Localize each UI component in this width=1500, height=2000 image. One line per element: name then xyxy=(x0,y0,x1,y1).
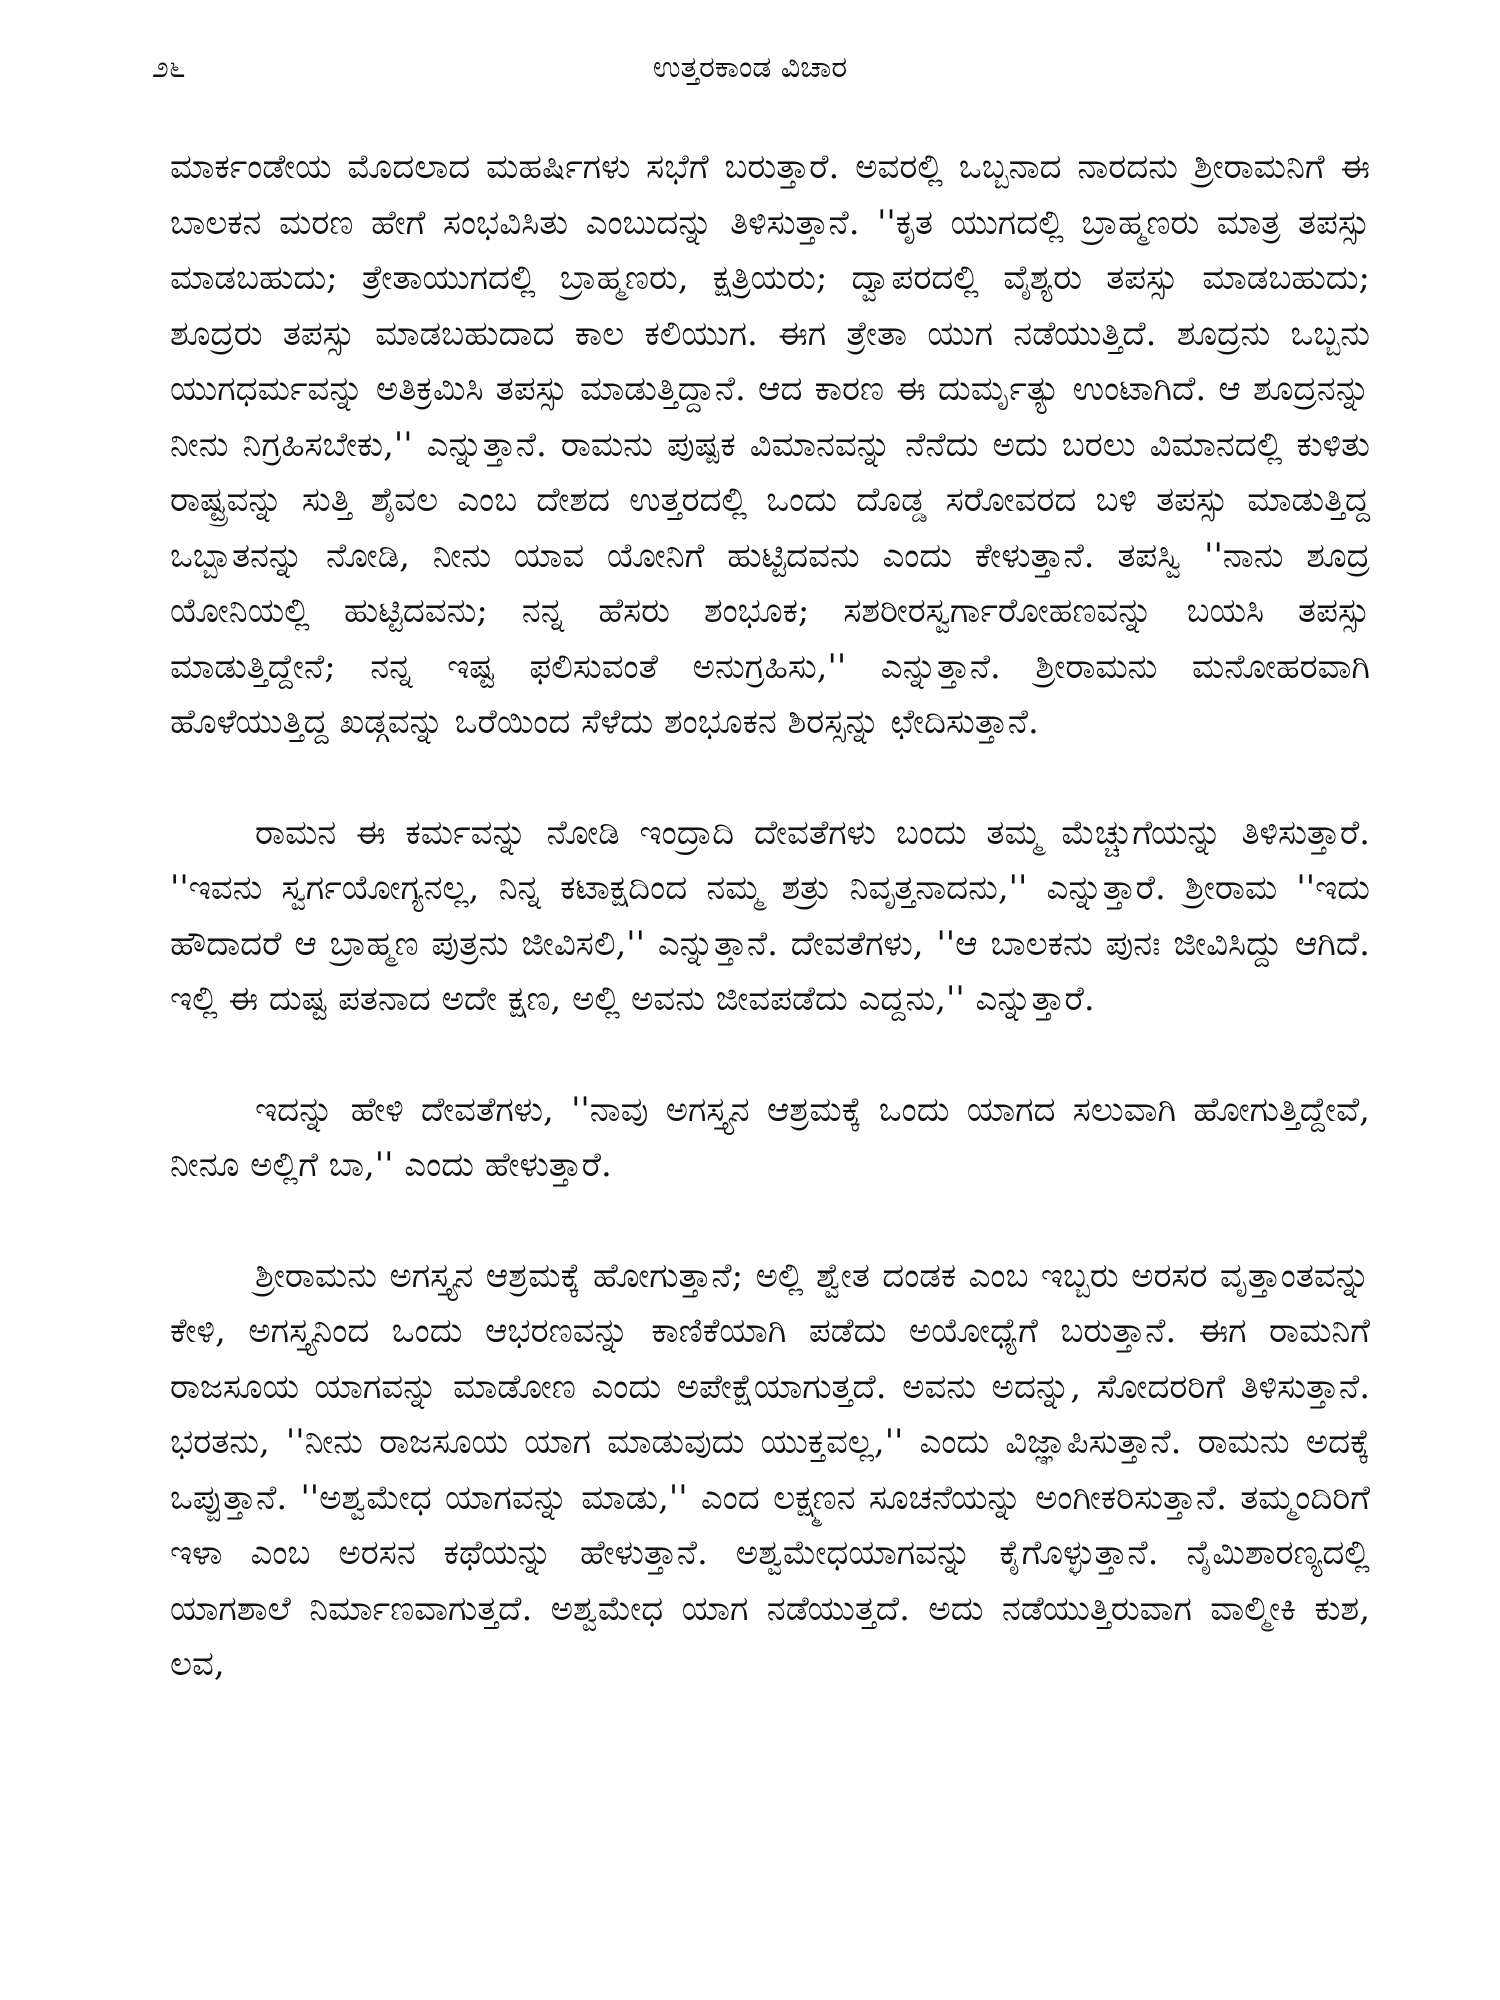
paragraph: ಇದನ್ನು ಹೇಳಿ ದೇವತೆಗಳು, ''ನಾವು ಅಗಸ್ತ್ಯನ ಆಶ್ರಮಕ್ಕೆ ಒಂದು ಯಾಗದ ಸಲುವಾಗಿ ಹೋಗುತ್ತಿದ್ದೇವೆ, ನೀನೂ ಅಲ್ಲಿಗೆ ಬಾ,'' ಎಂದು ಹೇಳುತ್ತಾರೆ. xyxy=(170,1089,1370,1185)
paragraph: ಶ್ರೀರಾಮನು ಅಗಸ್ತ್ಯನ ಆಶ್ರಮಕ್ಕೆ ಹೋಗುತ್ತಾನೆ; ಅಲ್ಲಿ ಶ್ವೇತ ದಂಡಕ ಎಂಬ ಇಬ್ಬರು ಅರಸರ ವೃತ್ತಾಂತವನ್ನು ಕೇಳಿ, ಅಗಸ್ತ್ಯನಿಂದ ಒಂದು ಆಭರಣವನ್ನು ಕಾಣಿಕೆಯಾಗಿ ಪಡೆದು ಅಯೋಧ್ಯೆಗೆ ಬರುತ್ತಾನೆ. ಈಗ ರಾಮನಿಗೆ ರಾಜಸೂಯ ಯಾಗವನ್ನು ಮಾಡೋಣ ಎಂದು ಅಪೇಕ್ಷೆಯಾಗುತ್ತದೆ. ಅವನು ಅದನ್ನು, ಸೋದರರಿಗೆ ತಿಳಿಸುತ್ತಾನೆ. ಭರತನು, ''ನೀನು ರಾಜಸೂಯ ಯಾಗ ಮಾಡುವುದು ಯುಕ್ತವಲ್ಲ,'' ಎಂದು ವಿಜ್ಞಾಪಿಸುತ್ತಾನೆ. ರಾಮನು ಅದಕ್ಕೆ ಒಪ್ಪುತ್ತಾನೆ. ''ಅಶ್ವಮೇಧ ಯಾಗವನ್ನು ಮಾಡು,'' ಎಂದ ಲಕ್ಷ್ಮಣನ ಸೂಚನೆಯನ್ನು ಅಂಗೀಕರಿಸುತ್ತಾನೆ. ತಮ್ಮಂದಿರಿಗೆ ಇಳಾ ಎಂಬ ಅರಸನ ಕಥೆಯನ್ನು ಹೇಳುತ್ತಾನೆ. ಅಶ್ವಮೇಧಯಾಗವನ್ನು ಕೈಗೊಳ್ಳುತ್ತಾನೆ. ನೈಮಿಶಾರಣ್ಯದಲ್ಲಿ ಯಾಗಶಾಲೆ ನಿರ್ಮಾಣವಾಗುತ್ತದೆ. ಅಶ್ವಮೇಧ ಯಾಗ ನಡೆಯುತ್ತದೆ. ಅದು ನಡೆಯುತ್ತಿರುವಾಗ ವಾಲ್ಮೀಕಿ ಕುಶ, ಲವ, xyxy=(170,1255,1370,1684)
running-title: ಉತ್ತರಕಾಂಡ ವಿಚಾರ xyxy=(652,50,848,85)
body-text xyxy=(170,140,1370,1693)
page-number: ೨೬ xyxy=(152,50,186,85)
paragraph: ರಾಮನ ಈ ಕರ್ಮವನ್ನು ನೋಡಿ ಇಂದ್ರಾದಿ ದೇವತೆಗಳು ಬಂದು ತಮ್ಮ ಮೆಚ್ಚುಗೆಯನ್ನು ತಿಳಿಸುತ್ತಾರೆ. ''ಇವನು ಸ್ವರ್ಗಯೋಗ್ಯನಲ್ಲ, ನಿನ್ನ ಕಟಾಕ್ಷದಿಂದ ನಮ್ಮ ಶತ್ರು ನಿವೃತ್ತನಾದನು,'' ಎನ್ನುತ್ತಾರೆ. ಶ್ರೀರಾಮ ''ಇದು ಹೌದಾದರೆ ಆ ಬ್ರಾಹ್ಮಣ ಪುತ್ರನು ಜೀವಿಸಲಿ,'' ಎನ್ನುತ್ತಾನೆ. ದೇವತೆಗಳು, ''ಆ ಬಾಲಕನು ಪುನಃ ಜೀವಿಸಿದ್ದು ಆಗಿದೆ. ಇಲ್ಲಿ ಈ ದುಷ್ಟ ಪತನಾದ ಅದೇ ಕ್ಷಣ, ಅಲ್ಲಿ ಅವನು ಜೀವಪಡೆದು ಎದ್ದನು,'' ಎನ್ನುತ್ತಾರೆ. xyxy=(170,812,1370,1019)
paragraph: ಮಾರ್ಕಂಡೇಯ ಮೊದಲಾದ ಮಹರ್ಷಿಗಳು ಸಭೆಗೆ ಬರುತ್ತಾರೆ. ಅವರಲ್ಲಿ ಒಬ್ಬನಾದ ನಾರದನು ಶ್ರೀರಾಮನಿಗೆ ಈ ಬಾಲಕನ ಮರಣ ಹೇಗೆ ಸಂಭವಿಸಿತು ಎಂಬುದನ್ನು ತಿಳಿಸುತ್ತಾನೆ. ''ಕೃತ ಯುಗದಲ್ಲಿ ಬ್ರಾಹ್ಮಣರು ಮಾತ್ರ ತಪಸ್ಸು ಮಾಡಬಹುದು; ತ್ರೇತಾಯುಗದಲ್ಲಿ ಬ್ರಾಹ್ಮಣರು, ಕ್ಷತ್ರಿಯರು; ದ್ವಾಪರದಲ್ಲಿ ವೈಶ್ಯರು ತಪಸ್ಸು ಮಾಡಬಹುದು; ಶೂದ್ರರು ತಪಸ್ಸು ಮಾಡಬಹುದಾದ ಕಾಲ ಕಲಿಯುಗ. ಈಗ ತ್ರೇತಾ ಯುಗ ನಡೆಯುತ್ತಿದೆ. ಶೂದ್ರನು ಒಬ್ಬನು ಯುಗಧರ್ಮವನ್ನು ಅತಿಕ್ರಮಿಸಿ ತಪಸ್ಸು ಮಾಡುತ್ತಿದ್ದಾನೆ. ಆದ ಕಾರಣ ಈ ದುರ್ಮೃತ್ಯು ಉಂಟಾಗಿದೆ. ಆ ಶೂದ್ರನನ್ನು ನೀನು ನಿಗ್ರಹಿಸಬೇಕು,'' ಎನ್ನುತ್ತಾನೆ. ರಾಮನು ಪುಷ್ಪಕ ವಿಮಾನವನ್ನು ನೆನೆದು ಅದು ಬರಲು ವಿಮಾನದಲ್ಲಿ ಕುಳಿತು ರಾಷ್ಟ್ರವನ್ನು ಸುತ್ತಿ ಶೈವಲ ಎಂಬ ದೇಶದ ಉತ್ತರದಲ್ಲಿ ಒಂದು ದೊಡ್ಡ ಸರೋವರದ ಬಳಿ ತಪಸ್ಸು ಮಾಡುತ್ತಿದ್ದ ಒಬ್ಬಾತನನ್ನು ನೋಡಿ, ನೀನು ಯಾವ ಯೋನಿಗೆ ಹುಟ್ಟಿದವನು ಎಂದು ಕೇಳುತ್ತಾನೆ. ತಪಸ್ವಿ ''ನಾನು ಶೂದ್ರ ಯೋನಿಯಲ್ಲಿ ಹುಟ್ಟಿದವನು; ನನ್ನ ಹೆಸರು ಶಂಭೂಕ; ಸಶರೀರಸ್ವರ್ಗಾರೋಹಣವನ್ನು ಬಯಸಿ ತಪಸ್ಸು ಮಾಡುತ್ತಿದ್ದೇನೆ; ನನ್ನ ಇಷ್ಟ ಫಲಿಸುವಂತೆ ಅನುಗ್ರಹಿಸು,'' ಎನ್ನುತ್ತಾನೆ. ಶ್ರೀರಾಮನು ಮನೋಹರವಾಗಿ ಹೊಳೆಯುತ್ತಿದ್ದ ಖಡ್ಗವನ್ನು ಒರೆಯಿಂದ ಸೆಳೆದು ಶಂಭೂಕನ ಶಿರಸ್ಸನ್ನು ಛೇದಿಸುತ್ತಾನೆ. xyxy=(170,147,1370,742)
